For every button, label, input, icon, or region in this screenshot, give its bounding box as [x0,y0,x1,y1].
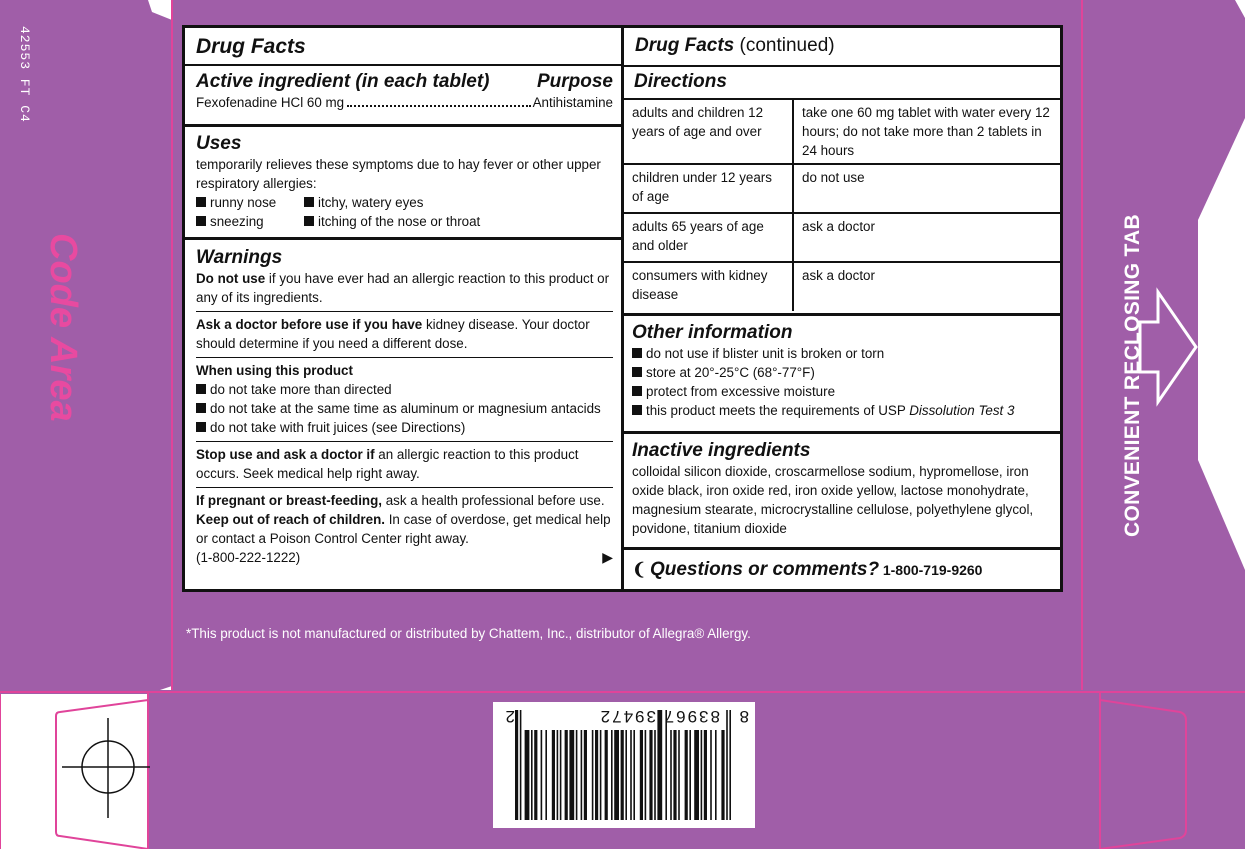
drug-facts-title-section [185,28,621,66]
symptom-text: itchy, watery eyes [318,195,424,210]
when-using-item [196,380,613,399]
bullet-square-icon [632,348,642,358]
warnings-section [185,240,621,589]
barcode-number-middle: 83967 39472 [598,707,720,726]
drug-facts-left-column [185,28,624,589]
usp-text: this product meets the requirements of USP [646,403,910,418]
directions-what: ask a doctor [793,213,1060,262]
barcode-number-row [493,702,755,732]
table-row [624,164,1060,213]
barcode-bar [541,730,543,820]
barcode-bar [576,730,578,820]
bullet-square-icon [632,367,642,377]
when-using-text: do not take at the same time as aluminum or magnesium antacids [210,401,601,416]
barcode-bar [710,730,712,820]
bullet-square-icon [196,216,206,226]
directions-heading: Directions [634,71,727,92]
ask-doctor-text: kidney disease. Your doctor should determine if you need a different dose. [196,317,590,351]
divider [196,311,613,312]
continued-title-bold: Drug Facts [635,35,735,56]
uses-symptom-grid [196,193,613,231]
barcode-bar [525,730,530,820]
inactive-ingredients-heading: Inactive ingredients [632,440,811,461]
when-using-item [196,418,613,437]
barcode-bar [595,730,598,820]
symptom-text: runny nose [210,195,277,210]
directions-what: do not use [793,164,1060,213]
barcode-bar [625,730,627,820]
stop-use-bold: Stop use and ask a doctor if [196,447,375,462]
barcode-number-right: 8 [739,707,749,726]
barcode-bar [715,730,717,820]
barcode-bar [630,730,632,820]
symptom-text: sneezing [210,214,264,229]
other-info-item [632,344,1052,363]
when-using-heading: When using this product [196,363,353,378]
active-ingredient-row [196,93,613,112]
bullet-square-icon [304,216,314,226]
other-info-text: protect from excessive moisture [646,384,836,399]
continued-suffix: (continued) [734,35,835,56]
uses-intro: temporarily relieves these symptoms due to hay fever or other upper respiratory allergies: [196,157,601,191]
other-information-heading: Other information [632,322,793,343]
side-code: 42553 FT C4 [17,26,32,123]
bullet-square-icon [304,197,314,207]
directions-table [624,98,1060,311]
other-info-item [632,363,1052,382]
other-info-text: store at 20°-25°C (68°-77°F) [646,365,815,380]
directions-section [624,67,1060,316]
pregnant-warning [196,491,613,510]
table-row [624,213,1060,262]
barcode-bar [670,730,672,820]
keep-out-text: In case of overdose, get medical help or contact a Poison Control Center right away. [196,512,611,546]
barcode-bar [565,730,568,820]
when-using-item [196,399,613,418]
leader-dots [347,105,530,107]
barcode-bar [673,730,676,820]
barcode-bar [605,730,608,820]
reclosing-tab-label: CONVENIENT RECLOSING TAB [1121,214,1144,537]
barcode-bar [552,730,555,820]
when-using-text: do not take with fruit juices (see Directions) [210,420,466,435]
questions-section [624,550,1060,589]
keep-out-bold: Keep out of reach of children. [196,512,385,527]
barcode-bar [721,730,724,820]
symptom-item [196,212,304,231]
directions-what: ask a doctor [793,262,1060,311]
directions-what: take one 60 mg tablet with water every 12 hours; do not take more than 2 tablets in 24 hours [793,99,1060,164]
usp-italic: Dissolution Test 3 [909,403,1015,418]
barcode-bar [685,730,688,820]
ask-doctor-bold: Ask a doctor before use if you have [196,317,423,332]
bullet-square-icon [196,403,206,413]
barcode-bar [621,730,624,820]
do-not-use-bold: Do not use [196,271,266,286]
barcode-bar [560,730,562,820]
barcode-bar [592,730,594,820]
drug-facts-title: Drug Facts [196,35,306,58]
barcode-bar [581,730,583,820]
do-not-use-warning [196,269,613,307]
divider [196,357,613,358]
barcode-bar [611,730,613,820]
phone-icon: ❨ [632,560,647,579]
continued-title [635,28,1052,57]
continued-title-section [624,28,1060,67]
barcode-bar [534,730,537,820]
symptom-item [304,212,613,231]
table-row [624,262,1060,311]
barcode-bar [557,730,559,820]
pregnant-text: ask a health professional before use. [382,493,605,508]
ask-doctor-warning [196,315,613,353]
bullet-square-icon [196,422,206,432]
inactive-ingredients-text: colloidal silicon dioxide, croscarmellose sodium, hypromellose, iron oxide black, iron oxide red, iron oxide yellow, lactose monohydrate, magnesium stearate, microcrystalline cellulose, polyethylene glycol, povidone, titanium dioxide [632,464,1034,536]
other-info-item [632,382,1052,401]
continue-arrow-icon: ▶ [602,549,613,565]
barcode-box [493,702,755,828]
when-using-text: do not take more than directed [210,382,392,397]
active-ingredient-name: Fexofenadine HCl 60 mg [196,95,345,110]
directions-who: children under 12 years of age [624,164,793,213]
barcode-bar [645,730,647,820]
directions-who: consumers with kidney disease [624,262,793,311]
active-ingredient-header [196,66,613,93]
directions-who: adults 65 years of age and older [624,213,793,262]
directions-who: adults and children 12 years of age and over [624,99,793,164]
active-ingredient-purpose: Antihistamine [532,95,613,110]
divider [196,487,613,488]
barcode-bar [678,730,680,820]
inactive-ingredients-section [624,434,1060,550]
questions-phone: 1-800-719-9260 [882,562,983,578]
other-info-item [632,401,1052,420]
barcode-bar [633,730,635,820]
barcode-bar [694,730,699,820]
table-row [624,99,1060,164]
symptom-text: itching of the nose or throat [318,214,481,229]
other-information-section [624,316,1060,434]
drug-facts-panel [182,25,1063,592]
uses-heading: Uses [196,133,242,154]
other-info-text: do not use if blister unit is broken or torn [646,346,885,361]
symptom-item [196,193,304,212]
barcode-bar [654,730,656,820]
barcode-number-left: 2 [505,707,515,726]
divider [196,441,613,442]
poison-phone-row [196,548,613,567]
barcode-bar [569,730,574,820]
stop-use-warning [196,445,613,483]
bullet-square-icon [632,386,642,396]
questions-row [632,550,1052,581]
barcode-bar [640,730,643,820]
disclaimer-text: *This product is not manufactured or distributed by Chattem, Inc., distributor of Allegra® Allergy. [186,626,751,641]
barcode-bar [531,730,533,820]
active-ingredient-heading: Active ingredient (in each tablet) [196,71,490,92]
bullet-square-icon [196,384,206,394]
barcode-bar [649,730,652,820]
bullet-square-icon [196,197,206,207]
barcode-bar [584,730,587,820]
active-ingredient-section [185,66,621,127]
barcode-bar [689,730,691,820]
symptom-item [304,193,613,212]
code-area-label: Code Area [42,233,84,422]
barcode-bar [704,730,707,820]
questions-label: Questions or comments? [649,559,880,580]
bullet-square-icon [632,405,642,415]
purpose-heading: Purpose [536,71,613,92]
stop-use-text: an allergic reaction to this product occurs. Seek medical help right away. [196,447,579,481]
drug-facts-right-column [624,28,1060,589]
warnings-heading: Warnings [196,247,283,268]
barcode-bar [600,730,602,820]
uses-section [185,127,621,240]
pregnant-bold: If pregnant or breast-feeding, [196,493,382,508]
keep-out-warning [196,510,613,548]
poison-phone: (1-800-222-1222) [196,550,301,565]
barcode-bar [545,730,547,820]
barcode-bar [614,730,619,820]
barcode-bar [701,730,703,820]
do-not-use-text: if you have ever had an allergic reaction to this product or any of its ingredients. [196,271,610,305]
